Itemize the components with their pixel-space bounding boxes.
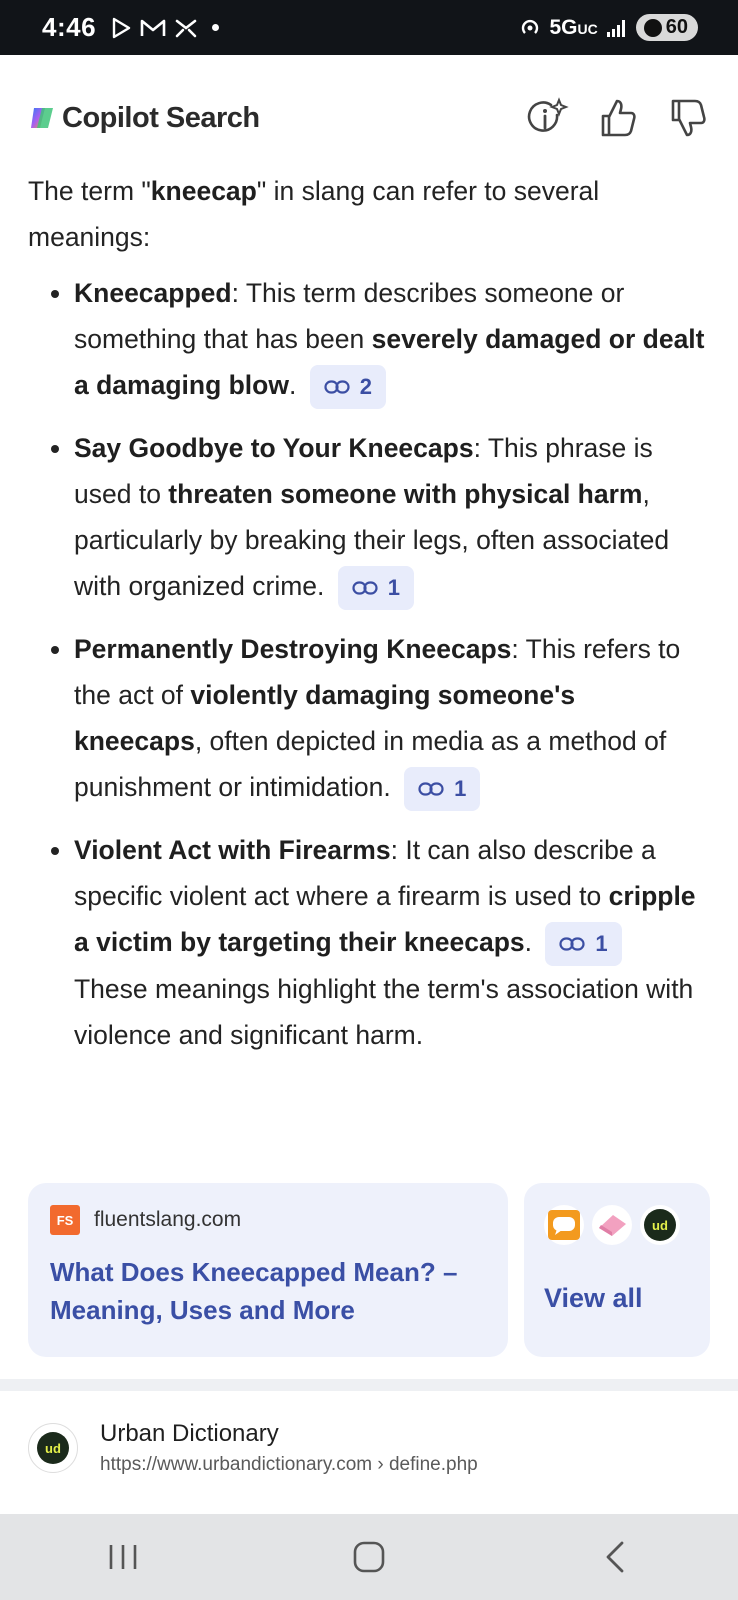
thumbs-down-icon xyxy=(668,97,708,139)
citation-button[interactable]: 2 xyxy=(310,365,386,409)
source-title[interactable]: What Does Kneecapped Mean? – Meaning, Uses and More xyxy=(50,1257,458,1325)
result-site-name[interactable]: Urban Dictionary xyxy=(100,1420,279,1447)
copilot-header xyxy=(28,92,710,144)
view-all-card[interactable] xyxy=(524,1183,710,1357)
dot-icon xyxy=(212,24,219,31)
battery-indicator xyxy=(636,14,698,41)
eraser-icon xyxy=(592,1205,632,1245)
fluentslang-favicon-icon: FS xyxy=(50,1205,80,1235)
link-icon xyxy=(352,581,378,595)
home-icon xyxy=(352,1540,386,1574)
network-label: 5GUC xyxy=(549,15,598,39)
recents-button[interactable] xyxy=(83,1527,163,1587)
list-item: • Permanently Destroying Kneecaps: This refers to the act of violently damaging someone's kneecaps, often depicted in media as a method of punishment or intimidation. 1 xyxy=(74,626,708,811)
thumbs-up-icon xyxy=(598,97,638,139)
meanings-list xyxy=(28,270,708,1058)
recents-icon xyxy=(106,1542,140,1572)
battery-saver-icon xyxy=(644,19,662,37)
answer-intro: The term "kneecap" in slang can refer to several meanings: xyxy=(28,176,600,252)
link-icon xyxy=(324,380,350,394)
gmail-icon xyxy=(140,18,166,38)
view-all-link[interactable]: View all xyxy=(544,1283,643,1313)
urban-dictionary-icon: ud xyxy=(640,1205,680,1245)
link-icon xyxy=(418,782,444,796)
answer-closing: These meanings highlight the term's association with violence and significant harm. xyxy=(74,974,694,1050)
link-icon xyxy=(559,937,585,951)
result-url: https://www.urbandictionary.com › define.php xyxy=(100,1454,478,1475)
search-result[interactable] xyxy=(28,1420,710,1476)
citation-button[interactable]: 1 xyxy=(338,566,414,610)
hotspot-icon xyxy=(518,16,542,40)
source-card[interactable] xyxy=(28,1183,508,1357)
section-divider xyxy=(0,1379,738,1391)
list-item: • Say Goodbye to Your Kneecaps: This phrase is used to threaten someone with physical harm, particularly by breaking their legs, often associated with organized crime. 1 xyxy=(74,425,708,610)
battery-level: 60 xyxy=(665,16,688,38)
source-domain: fluentslang.com xyxy=(94,1208,242,1231)
thumbs-up-button[interactable] xyxy=(596,96,640,140)
thumbs-down-button[interactable] xyxy=(666,96,710,140)
list-item: • Violent Act with Firearms: It can also describe a specific violent act where a firearm is used to cripple a victim by targeting their kneecaps. 1 These meanings highlight the term's association with violence and significant harm. xyxy=(74,827,708,1058)
status-time: 4:46 xyxy=(42,12,97,42)
info-button[interactable] xyxy=(526,96,570,140)
info-sparkle-icon xyxy=(527,97,569,139)
answer-body xyxy=(28,168,708,1074)
list-item: • Kneecapped: This term describes someone or something that has been severely damaged or dealt a damaging blow. 2 xyxy=(74,270,708,409)
source-cards xyxy=(28,1183,710,1357)
citation-button[interactable]: 1 xyxy=(545,922,621,966)
citation-button[interactable]: 1 xyxy=(404,767,480,811)
copilot-logo-icon xyxy=(28,104,56,132)
home-button[interactable] xyxy=(329,1527,409,1587)
signal-icon xyxy=(606,18,628,38)
play-store-icon xyxy=(110,17,132,39)
chat-bubble-icon xyxy=(544,1205,584,1245)
status-bar xyxy=(0,0,738,55)
brand-title: Copilot Search xyxy=(62,101,260,134)
app-icon xyxy=(174,17,198,39)
urban-dictionary-logo-icon: ud xyxy=(28,1423,78,1473)
back-icon xyxy=(603,1540,627,1574)
back-button[interactable] xyxy=(575,1527,655,1587)
system-nav-bar xyxy=(0,1514,738,1600)
